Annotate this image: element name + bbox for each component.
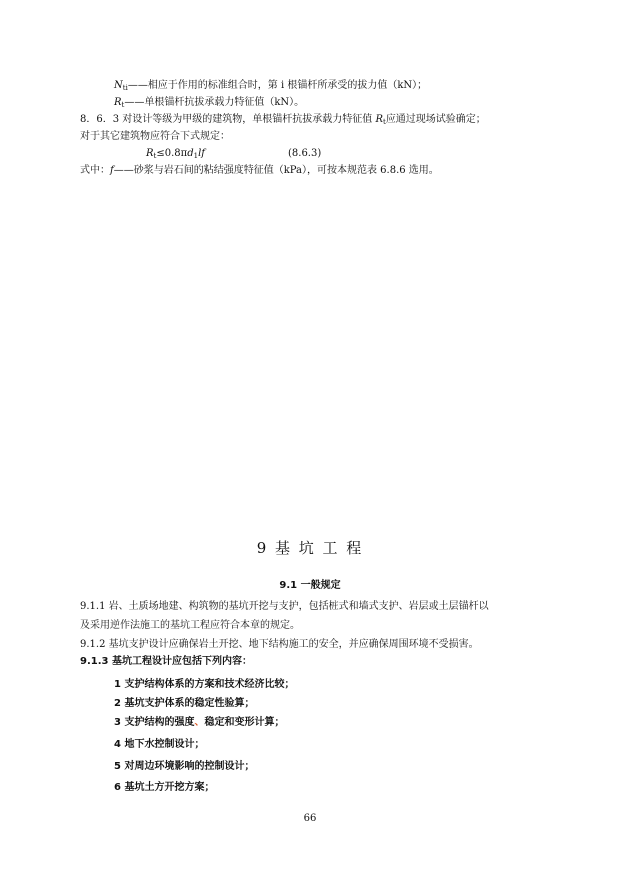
symbol-n: N xyxy=(114,80,123,91)
formula-lhs: R xyxy=(146,148,154,159)
section-title: 9.1 一般规定 xyxy=(279,580,341,591)
list-item-5: 5 对周边环境影响的控制设计； xyxy=(114,761,255,772)
page-number: 66 xyxy=(303,813,317,824)
formula-8-6-3 xyxy=(146,147,205,163)
list-item-6: 6 基坑土方开挖方案； xyxy=(114,782,215,793)
formula-number: (8.6.3) xyxy=(288,148,322,159)
list-item-4: 4 地下水控制设计； xyxy=(114,739,205,750)
definition-n-text: ——相应于作用的标准组合时，第 i 根锚杆所承受的拔力值（kN）； xyxy=(127,80,428,91)
list-item-3 xyxy=(114,716,284,730)
formula-lhs-subscript: t xyxy=(153,152,157,160)
where-prefix: 式中： xyxy=(80,165,110,176)
list-item-2: 2 基坑支护体系的稳定性验算； xyxy=(114,698,255,709)
definition-r-text: ——单根锚杆抗拔承载力特征值（kN）。 xyxy=(124,97,305,108)
definition-r xyxy=(114,96,304,112)
list-item-3-part-b: 稳定和变形计算； xyxy=(204,717,285,728)
clause-9-1-3: 9.1.3 基坑工程设计应包括下列内容： xyxy=(80,656,252,667)
clause-8-6-3-subscript: t xyxy=(382,118,386,126)
symbol-r-subscript: t xyxy=(121,101,125,109)
symbol-n-subscript: ti xyxy=(122,84,128,92)
clause-9-1-1-line1: 9.1.1 岩、土质场地建、构筑物的基坑开挖与支护，包括桩式和墙式支护、岩层或土层锚杆以 xyxy=(80,601,489,612)
list-item-3-separator: 、 xyxy=(194,717,205,728)
formula-d-subscript: 1 xyxy=(193,152,199,160)
formula-relation: ≤0.8π xyxy=(156,148,188,159)
list-item-1: 1 支护结构体系的方案和技术经济比较； xyxy=(114,679,295,690)
where-symbol: f xyxy=(110,165,114,176)
where-text: ——砂浆与岩石间的粘结强度特征值（kPa），可按本规范表 6.8.6 选用。 xyxy=(113,165,439,176)
list-item-3-part-a: 3 支护结构的强度 xyxy=(114,717,195,728)
formula-rest: lf xyxy=(198,148,205,159)
chapter-title: 9 基 坑 工 程 xyxy=(256,539,364,557)
clause-9-1-1-line2: 及采用逆作法施工的基坑工程应符合本章的规定。 xyxy=(80,620,300,631)
clause-9-1-2: 9.1.2 基坑支护设计应确保岩土开挖、地下结构施工的安全，并应确保周围环境不受损害。 xyxy=(80,639,479,650)
clause-8-6-3 xyxy=(80,113,486,129)
symbol-r: R xyxy=(114,97,122,108)
clause-8-6-3-symbol: R xyxy=(375,114,383,125)
clause-8-6-3-text-b: 应通过现场试验确定； xyxy=(385,114,486,125)
clause-8-6-3-text-a: 8．6．3 对设计等级为甲级的建筑物，单根锚杆抗拔承载力特征值 xyxy=(80,114,376,125)
formula-d: d xyxy=(187,148,194,159)
definition-n xyxy=(114,79,427,95)
clause-8-6-3-line2: 对于其它建筑物应符合下式规定： xyxy=(80,131,230,142)
where-clause xyxy=(80,164,439,178)
